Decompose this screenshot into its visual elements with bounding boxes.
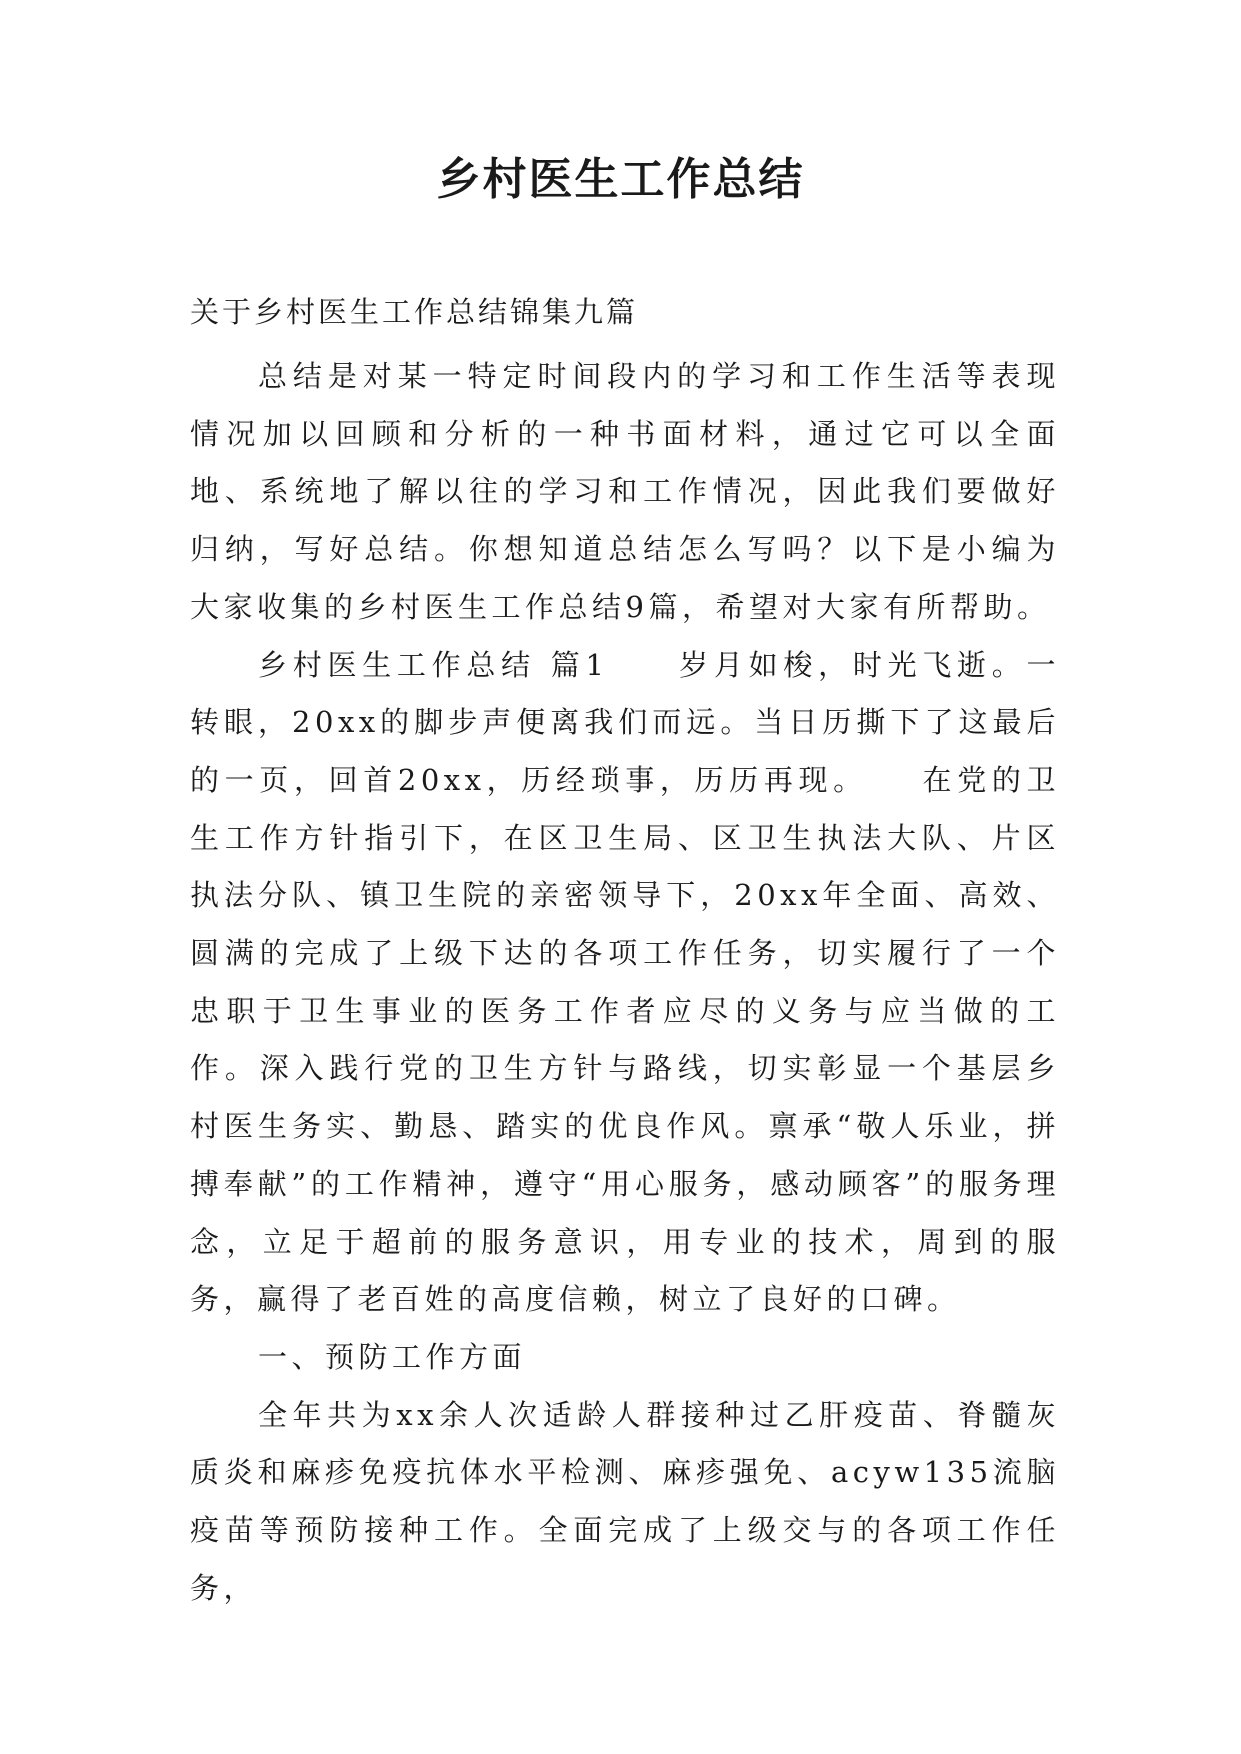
- section-heading-prevention: 一、预防工作方面: [258, 1339, 527, 1374]
- prevention-paragraph: 全年共为xx余人次适龄人群接种过乙肝疫苗、脊髓灰质炎和麻疹免疫抗体水平检测、麻疹强免、acyw135流脑疫苗等预防接种工作。全面完成了上级交与的各项工作任务，: [190, 1397, 1060, 1605]
- document-title: 乡村医生工作总结: [436, 154, 805, 205]
- section-1-paragraph: 乡村医生工作总结 篇1 岁月如梭，时光飞逝。一转眼，20xx的脚步声便离我们而远。当日历撕下了这最后的一页，回首20xx，历经琐事，历历再现。 在党的卫生工作方针指引下，在区卫生局、区卫生执法大队、片区执法分队、镇卫生院的亲密领导下，20xx年全面、高效、圆满的完成了上级下达的各项工作任务，切实履行了一个忠职于卫生事业的医务工作者应尽的义务与应当做的工作。深入践行党的卫生方针与路线，切实彰显一个基层乡村医生务实、勤恳、踏实的优良作风。禀承“敬人乐业，拼搏奉献”的工作精神，遵守“用心服务，感动顾客”的服务理念，立足于超前的服务意识，用专业的技术，周到的服务，赢得了老百姓的高度信赖，树立了良好的口碑。: [190, 647, 1060, 1317]
- document-body: [190, 348, 1060, 1617]
- document-subtitle: 关于乡村医生工作总结锦集九篇: [190, 295, 639, 329]
- intro-paragraph: 总结是对某一特定时间段内的学习和工作生活等表现情况加以回顾和分析的一种书面材料，通过它可以全面地、系统地了解以往的学习和工作情况，因此我们要做好归纳，写好总结。你想知道总结怎么写吗？以下是小编为大家收集的乡村医生工作总结9篇，希望对大家有所帮助。: [190, 359, 1060, 624]
